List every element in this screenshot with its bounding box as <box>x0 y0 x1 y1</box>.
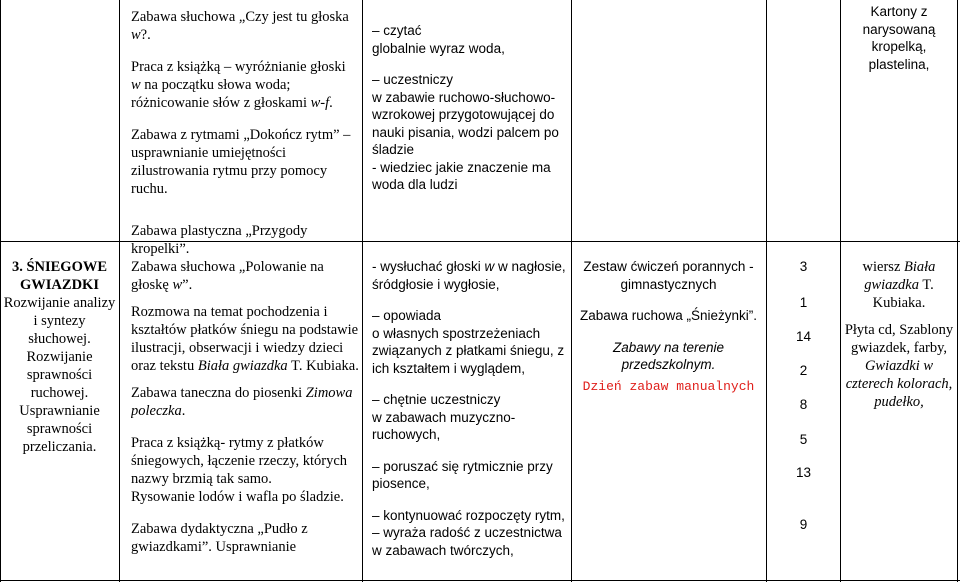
topic-title: 3. ŚNIEGOWE GWIAZDKI <box>11 259 108 293</box>
outcome-text: w zabawach muzyczno-ruchowych, <box>372 409 516 442</box>
activity-text: Zabawa słuchowa „Polowanie na głoskę w”. <box>131 259 324 293</box>
goal-text: Usprawnianie sprawności przeliczania. <box>19 403 100 455</box>
materials-text: wiersz Biała gwiazdka T. Kubiaka. <box>862 259 936 311</box>
number-value: 2 <box>799 363 808 378</box>
table-border-bottom <box>0 580 960 581</box>
row2-outcomes-cell <box>372 258 567 580</box>
outcome-text: - wysłuchać głoski w w nagłosie, śródgłosie i wygłosie, <box>372 259 566 292</box>
outcome-text: – chętnie uczestniczy <box>372 392 501 407</box>
activity-text: Praca z książką – wyróżnianie głoski w na początku słowa woda; różnicowanie słów z głoskami w-f. <box>131 59 346 111</box>
activity-text: Rozmowa na temat pochodzenia i kształtów płatków śniegu na podstawie ilustracji, obserwacji i wiedzy dzieci oraz tekstu Biała gwiazdka T. Kubiaka. <box>131 304 359 374</box>
materials-text: Kartony z narysowaną kropelką, plastelina, <box>862 4 936 72</box>
row1-materials-cell <box>842 3 956 73</box>
activity-text: Rysowanie lodów i wafla po śladzie. <box>131 489 344 505</box>
outcome-text: – poruszać się rytmicznie przy piosence, <box>372 458 553 491</box>
form-highlight-text: Dzień zabaw manualnych <box>582 378 755 394</box>
activity-text: Zabawa dydaktyczna „Pudło z gwiazdkami”. Usprawnianie <box>131 521 308 555</box>
goal-text: Rozwijanie analizy i syntezy słuchowej. <box>3 295 116 347</box>
number-value: 1 <box>799 295 808 310</box>
materials-text: Płyta cd, Szablony gwiazdek, farby, Gwiazdki w czterech kolorach, pudełko, <box>844 322 954 410</box>
outcome-text: – czytać <box>372 23 422 38</box>
number-value: 9 <box>799 517 808 532</box>
form-text: Zabawa ruchowa „Śnieżynki”. <box>579 308 758 323</box>
outcome-text: – wyraża radość z uczestnictwa w zabawach twórczych, <box>372 525 562 558</box>
outcome-text: – uczestniczy <box>372 72 454 87</box>
activity-text: Zabawa z rytmami „Dokończ rytm” – usprawnianie umiejętności zilustrowania rytmu przy pomocy ruchu. <box>131 127 351 197</box>
row2-materials-cell <box>842 258 956 411</box>
activity-text: Zabawa taneczna do piosenki Zimowa poleczka. <box>131 385 353 419</box>
column-divider <box>766 0 767 582</box>
number-value: 3 <box>799 259 808 274</box>
row2-topic-cell <box>1 258 118 456</box>
column-divider <box>571 0 572 582</box>
column-divider <box>362 0 363 582</box>
number-value: 14 <box>795 329 812 344</box>
row1-activities-cell <box>131 8 357 198</box>
column-divider <box>119 0 120 582</box>
row2-forms-cell <box>573 258 764 395</box>
form-text: Zestaw ćwiczeń porannych - gimnastycznych <box>583 259 754 292</box>
row2-activities-cell <box>131 222 361 580</box>
table-border-right <box>957 0 958 582</box>
outcome-text: globalnie wyraz woda, <box>372 40 505 56</box>
outcome-text: – kontynuować rozpoczęty rytm, <box>372 507 565 523</box>
number-value: 5 <box>799 432 808 447</box>
goal-text: Rozwijanie sprawności ruchowej. <box>26 349 93 401</box>
outcome-text: - wiedziec jakie znaczenie ma woda dla ludzi <box>372 159 551 192</box>
column-divider <box>840 0 841 582</box>
row2-numbers-cell <box>768 258 839 580</box>
outcome-text: o własnych spostrzeżeniach związanych z płatkami śniegu, z ich kształtem i wyglądem, <box>372 325 565 376</box>
outcome-text: w zabawie ruchowo-słuchowo-wzrokowej przygotowującej do nauki pisania, wodzi palcem po śladzie <box>372 89 559 157</box>
activity-text: Praca z książką- rytmy z płatków śniegowych, łączenie rzeczy, których nazwy brzmią tak samo. <box>131 435 348 487</box>
outcome-text: – opowiada <box>372 308 442 323</box>
number-value: 13 <box>795 465 812 480</box>
activity-text: Zabawa plastyczna „Przygody kropelki”. <box>131 223 308 257</box>
form-text: Zabawy na terenie przedszkolnym. <box>612 339 725 372</box>
activity-text: Zabawa słuchowa „Czy jest tu głoska w?. <box>131 9 349 43</box>
number-value: 8 <box>799 397 808 412</box>
row1-outcomes-cell <box>372 22 567 194</box>
